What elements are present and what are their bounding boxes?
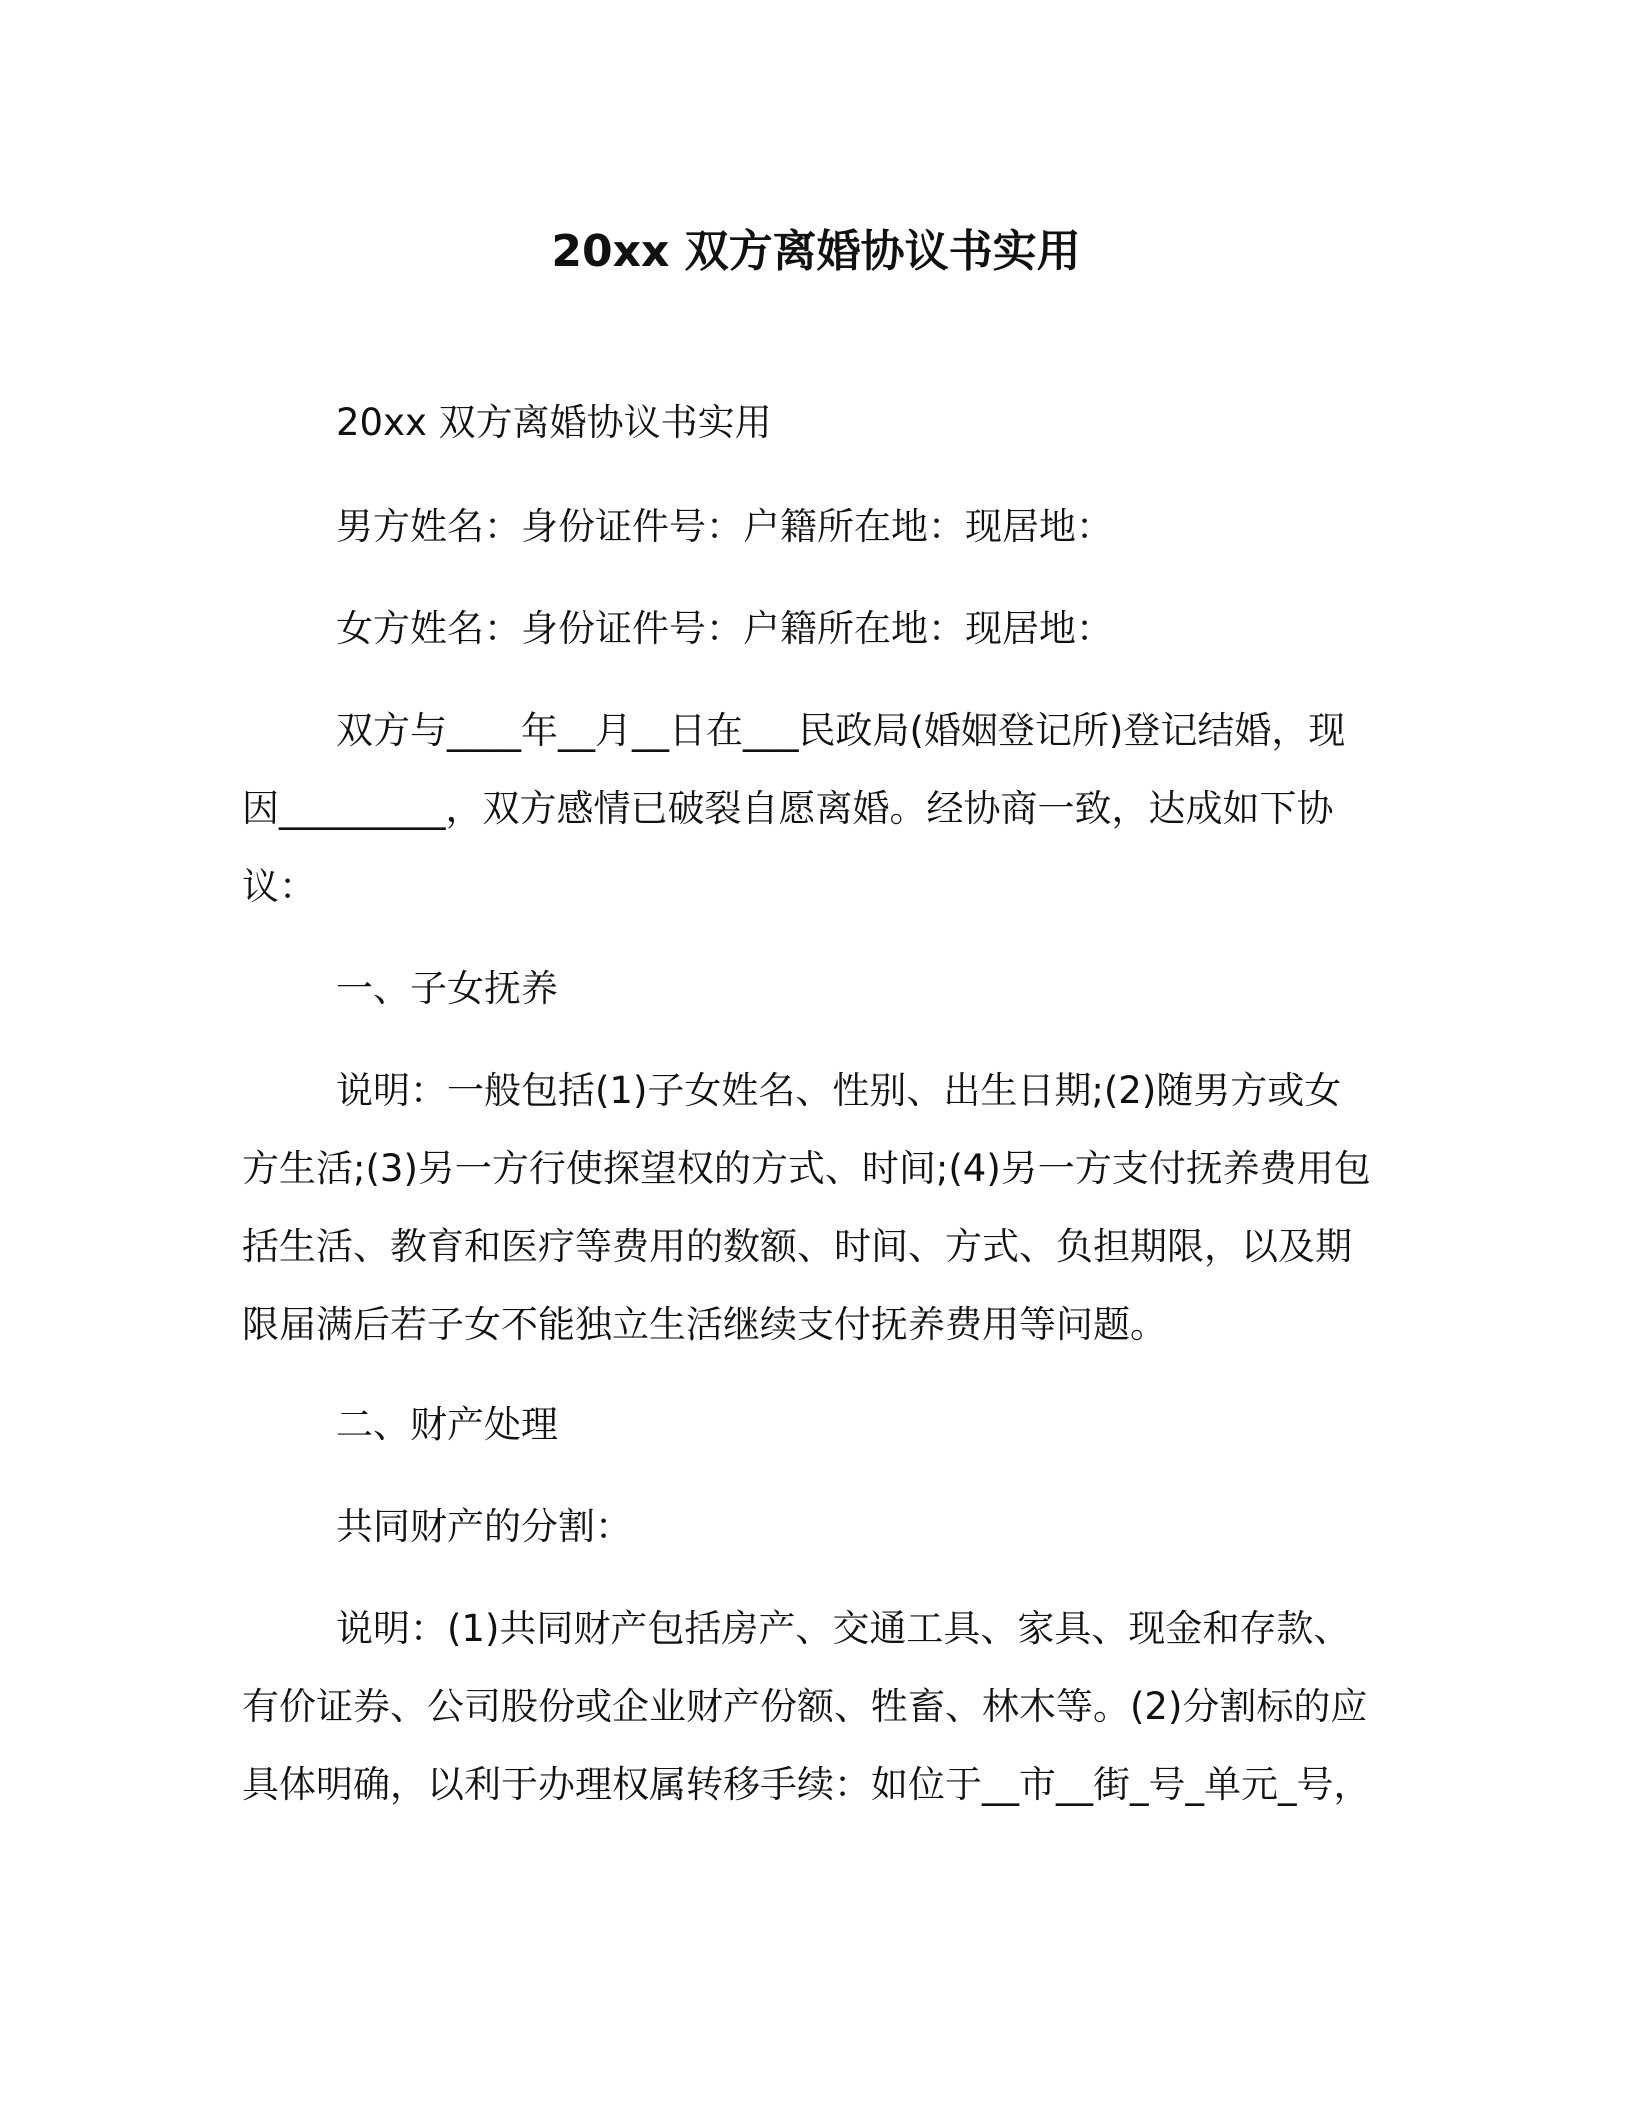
paragraph-female-info: 女方姓名：身份证件号：户籍所在地：现居地： [336,607,1113,650]
paragraph-common-property: 共同财产的分割： [336,1505,632,1548]
paragraph-male-info: 男方姓名：身份证件号：户籍所在地：现居地： [336,505,1113,548]
paragraph-subtitle: 20xx 双方离婚协议书实用 [336,401,772,444]
paragraph-property-note: 说明：(1)共同财产包括房产、交通工具、家具、现金和存款、有价证券、公司股份或企业财产份额、牲畜、林木等。(2)分割标的应具体明确，以利于办理权属转移手续：如位于__市__街_号_单元_号， [242,1607,1371,1806]
paragraph-marriage-statement: 双方与____年__月__日在___民政局(婚姻登记所)登记结婚，现因_________，双方感情已破裂自愿离婚。经协商一致，达成如下协议： [242,709,1346,908]
paragraph-child-custody-note: 说明：一般包括(1)子女姓名、性别、出生日期;(2)随男方或女方生活;(3)另一方行使探望权的方式、时间;(4)另一方支付抚养费用包括生活、教育和医疗等费用的数额、时间、方式、负担期限，以及期限届满后若子女不能独立生活继续支付抚养费用等问题。 [242,1069,1371,1346]
section-heading-property: 二、财产处理 [336,1403,558,1446]
document-title: 20xx 双方离婚协议书实用 [551,226,1081,277]
section-heading-child-custody: 一、子女抚养 [336,967,558,1010]
